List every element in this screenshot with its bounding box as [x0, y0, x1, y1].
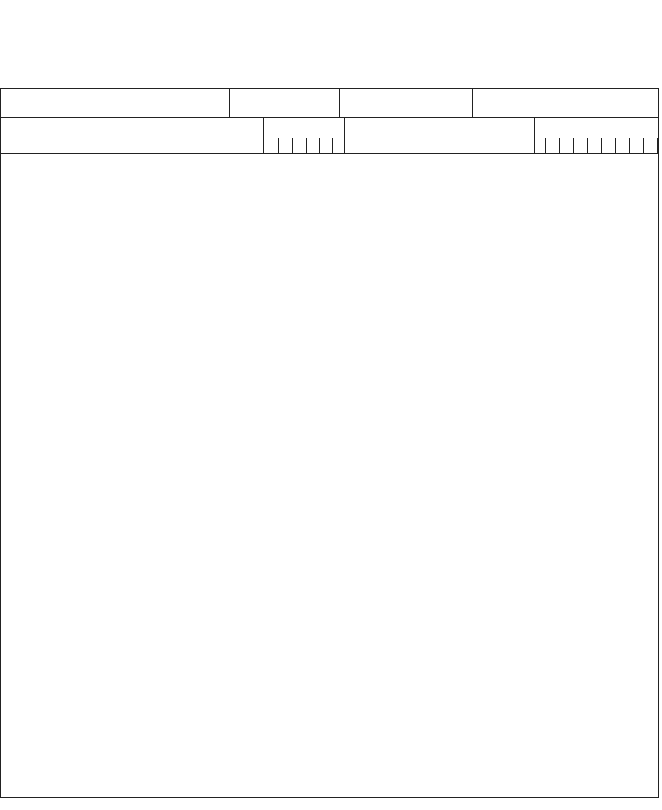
postal-code-character-boxes — [264, 138, 344, 153]
country-of-residence-field[interactable] — [344, 118, 534, 153]
char-divider — [657, 138, 658, 153]
date-of-birth-field[interactable] — [339, 89, 472, 117]
char-divider — [319, 138, 320, 153]
identification-row-2 — [1, 118, 658, 154]
char-divider — [306, 138, 307, 153]
sin-character-boxes — [535, 138, 658, 153]
identification-section — [0, 88, 659, 153]
char-divider — [573, 138, 574, 153]
social-insurance-number-field[interactable] — [534, 118, 658, 153]
employee-number-field[interactable] — [472, 89, 658, 117]
first-name-field[interactable] — [229, 89, 339, 117]
char-divider — [278, 138, 279, 153]
last-name-field[interactable] — [1, 89, 229, 117]
char-divider — [332, 138, 333, 153]
char-divider — [601, 138, 602, 153]
char-divider — [629, 138, 630, 153]
postal-code-field[interactable] — [263, 118, 344, 153]
char-divider — [292, 138, 293, 153]
claim-lines-section — [0, 153, 659, 798]
char-divider — [643, 138, 644, 153]
char-divider — [559, 138, 560, 153]
char-divider — [587, 138, 588, 153]
char-divider — [545, 138, 546, 153]
address-field[interactable] — [1, 118, 263, 153]
char-divider — [615, 138, 616, 153]
identification-row-1 — [1, 89, 658, 118]
